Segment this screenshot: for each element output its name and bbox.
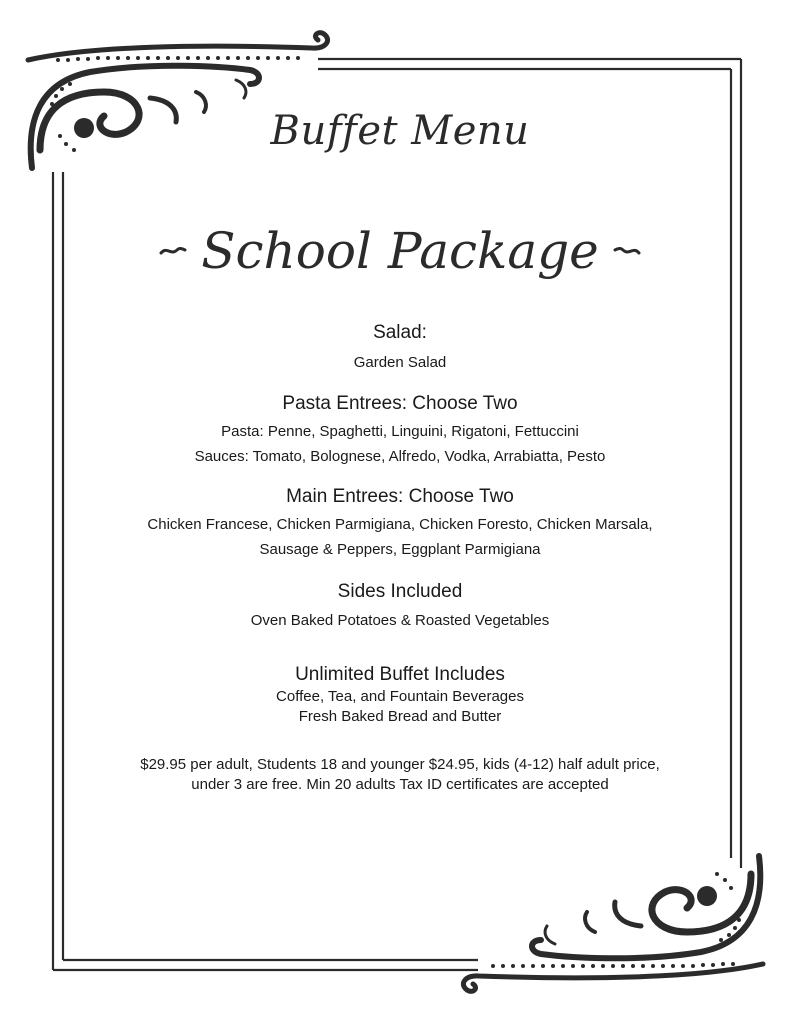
tilde-flourish-icon — [613, 244, 641, 258]
pricing-line-2: under 3 are free. Min 20 adults Tax ID certificates are accepted — [191, 776, 609, 793]
salad-heading: Salad: — [373, 322, 427, 343]
mains-line-1: Chicken Francese, Chicken Parmigiana, Chicken Foresto, Chicken Marsala, — [147, 516, 653, 533]
mains-heading: Main Entrees: Choose Two — [286, 486, 514, 507]
buffet-heading: Unlimited Buffet Includes — [295, 664, 505, 685]
corner-bottom-right-flourish-icon — [463, 856, 763, 991]
pricing-section — [60, 755, 740, 795]
sides-heading: Sides Included — [337, 581, 463, 602]
buffet-beverages: Coffee, Tea, and Fountain Beverages — [276, 688, 524, 705]
menu-title: Buffet Menu — [270, 108, 530, 154]
pasta-heading: Pasta Entrees: Choose Two — [282, 393, 518, 414]
tilde-flourish-icon — [159, 244, 187, 258]
sides-section — [60, 580, 740, 633]
pricing-line-1: $29.95 per adult, Students 18 and younger $24.95, kids (4-12) half adult price, — [140, 756, 660, 773]
pasta-sauces: Sauces: Tomato, Bolognese, Alfredo, Vodka, Arrabiatta, Pesto — [194, 448, 606, 465]
buffet-section — [60, 663, 740, 727]
pasta-section — [60, 392, 740, 469]
salad-item: Garden Salad — [353, 354, 447, 371]
salad-section — [60, 321, 740, 375]
sides-item: Oven Baked Potatoes & Roasted Vegetables — [250, 612, 550, 629]
mains-line-2: Sausage & Peppers, Eggplant Parmigiana — [259, 541, 541, 558]
mains-section — [60, 485, 740, 562]
package-title: School Package — [201, 222, 599, 280]
pasta-types: Pasta: Penne, Spaghetti, Linguini, Rigatoni, Fettuccini — [221, 423, 579, 440]
package-title-row — [60, 222, 740, 280]
buffet-bread: Fresh Baked Bread and Butter — [298, 708, 502, 725]
